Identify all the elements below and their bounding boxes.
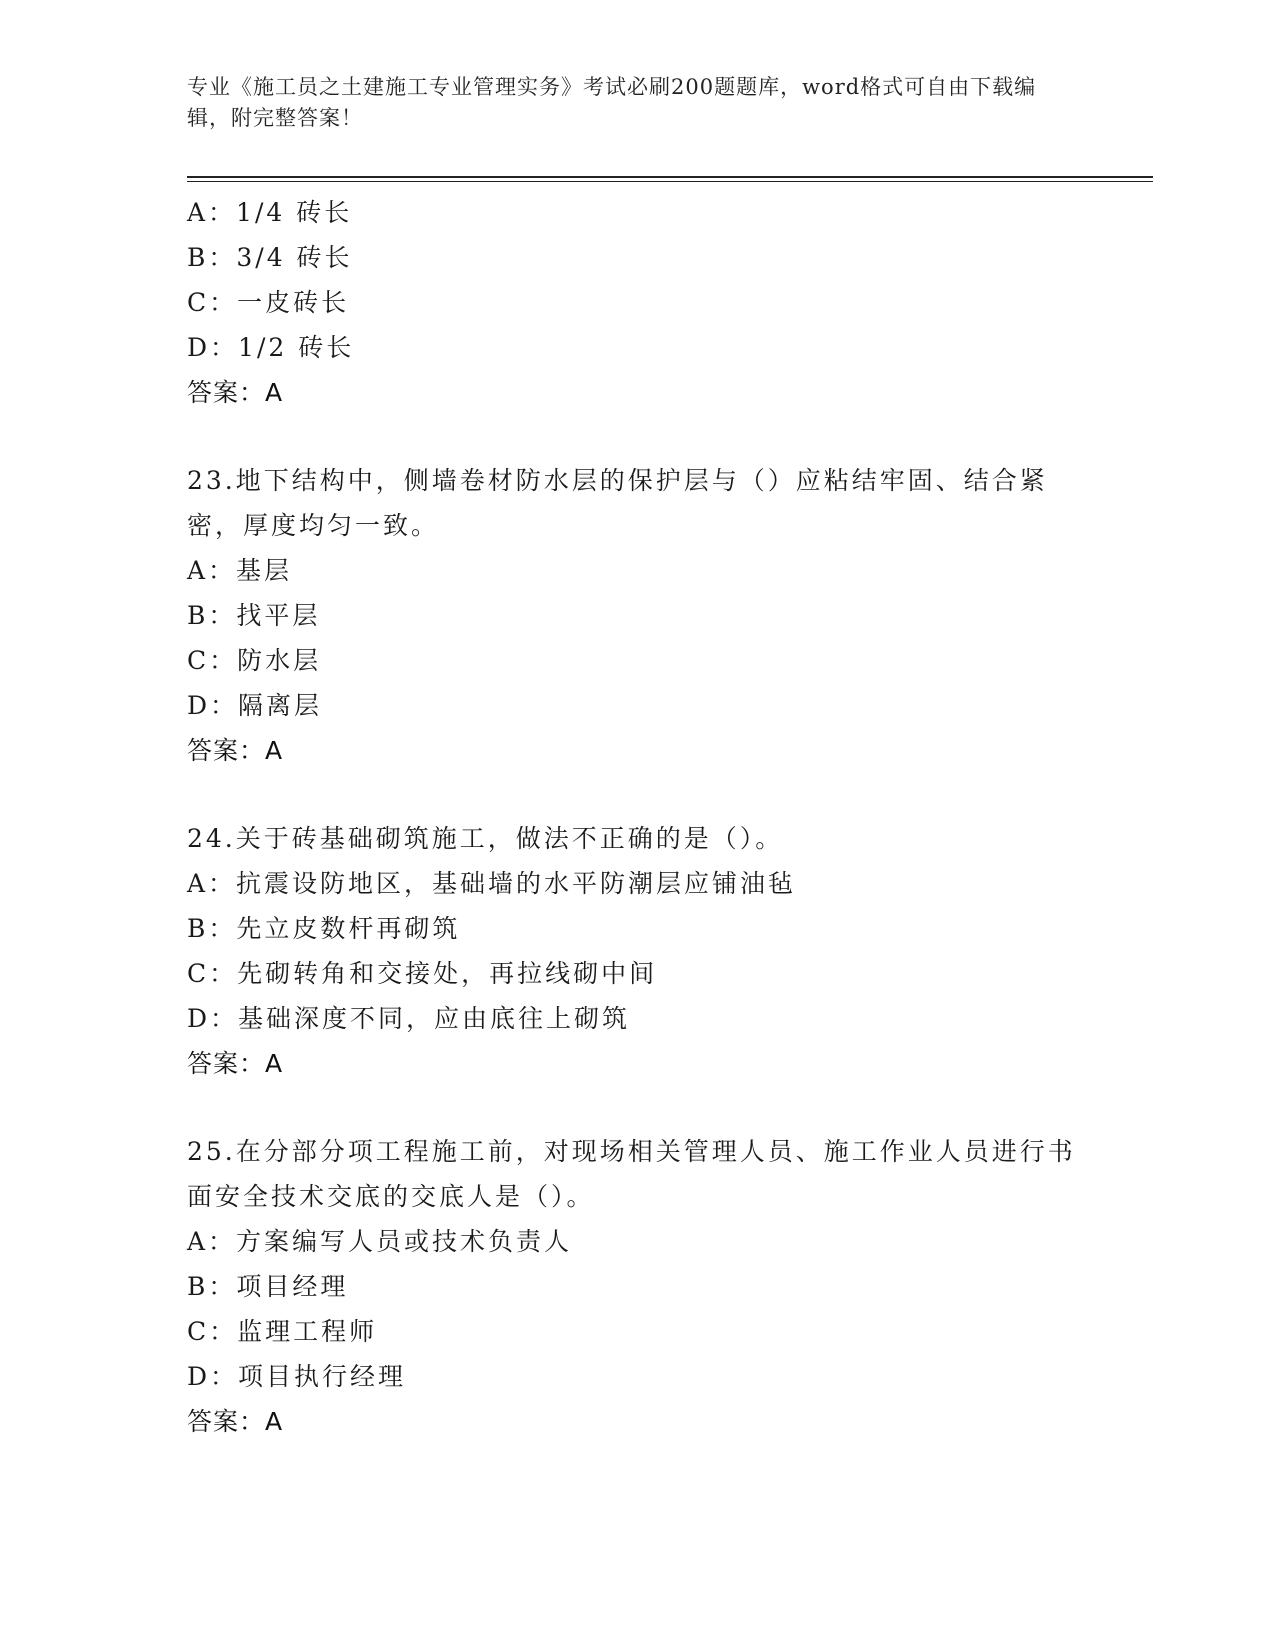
question-stem: 25.在分部分项工程施工前，对现场相关管理人员、施工作业人员进行书面安全技术交底的交底人是（）。	[187, 1137, 1076, 1211]
option-d: D：基础深度不同，应由底往上砌筑	[187, 1004, 631, 1033]
option-c: C：监理工程师	[187, 1317, 378, 1346]
option-a: A：1/4 砖长	[187, 198, 353, 227]
option-b: B：项目经理	[187, 1272, 349, 1301]
option-a: A：方案编写人员或技术负责人	[187, 1227, 573, 1256]
answer-line: 答案：A	[187, 1407, 284, 1436]
answer-line: 答案：A	[187, 736, 284, 765]
header-divider-thin	[187, 181, 1153, 182]
option-b: B：先立皮数杆再砌筑	[187, 914, 461, 943]
document-header: 专业《施工员之土建施工专业管理实务》考试必刷200题题库，word格式可自由下载编辑，附完整答案！	[187, 75, 1037, 130]
question-25	[187, 1129, 1087, 1444]
question-23	[187, 458, 1087, 773]
spacer	[187, 1086, 1087, 1129]
option-a: A：基层	[187, 556, 293, 585]
answer-line: 答案：A	[187, 378, 284, 407]
question-22-continuation	[187, 190, 1087, 415]
option-c: C：一皮砖长	[187, 288, 350, 317]
option-d: D：1/2 砖长	[187, 333, 355, 362]
option-d: D：隔离层	[187, 691, 323, 720]
option-c: C：防水层	[187, 646, 322, 675]
option-b: B：3/4 砖长	[187, 243, 353, 272]
question-24	[187, 816, 1087, 1086]
answer-line: 答案：A	[187, 1049, 284, 1078]
option-d: D：项目执行经理	[187, 1362, 407, 1391]
spacer	[187, 773, 1087, 816]
question-stem: 24.关于砖基础砌筑施工，做法不正确的是（）。	[187, 824, 784, 853]
header-divider-thick	[187, 176, 1153, 178]
option-c: C：先砌转角和交接处，再拉线砌中间	[187, 959, 658, 988]
question-content	[187, 190, 1087, 1444]
question-stem: 23.地下结构中，侧墙卷材防水层的保护层与（）应粘结牢固、结合紧密，厚度均匀一致。	[187, 466, 1048, 540]
option-a: A：抗震设防地区，基础墙的水平防潮层应铺油毡	[187, 869, 797, 898]
spacer	[187, 415, 1087, 458]
option-b: B：找平层	[187, 601, 321, 630]
